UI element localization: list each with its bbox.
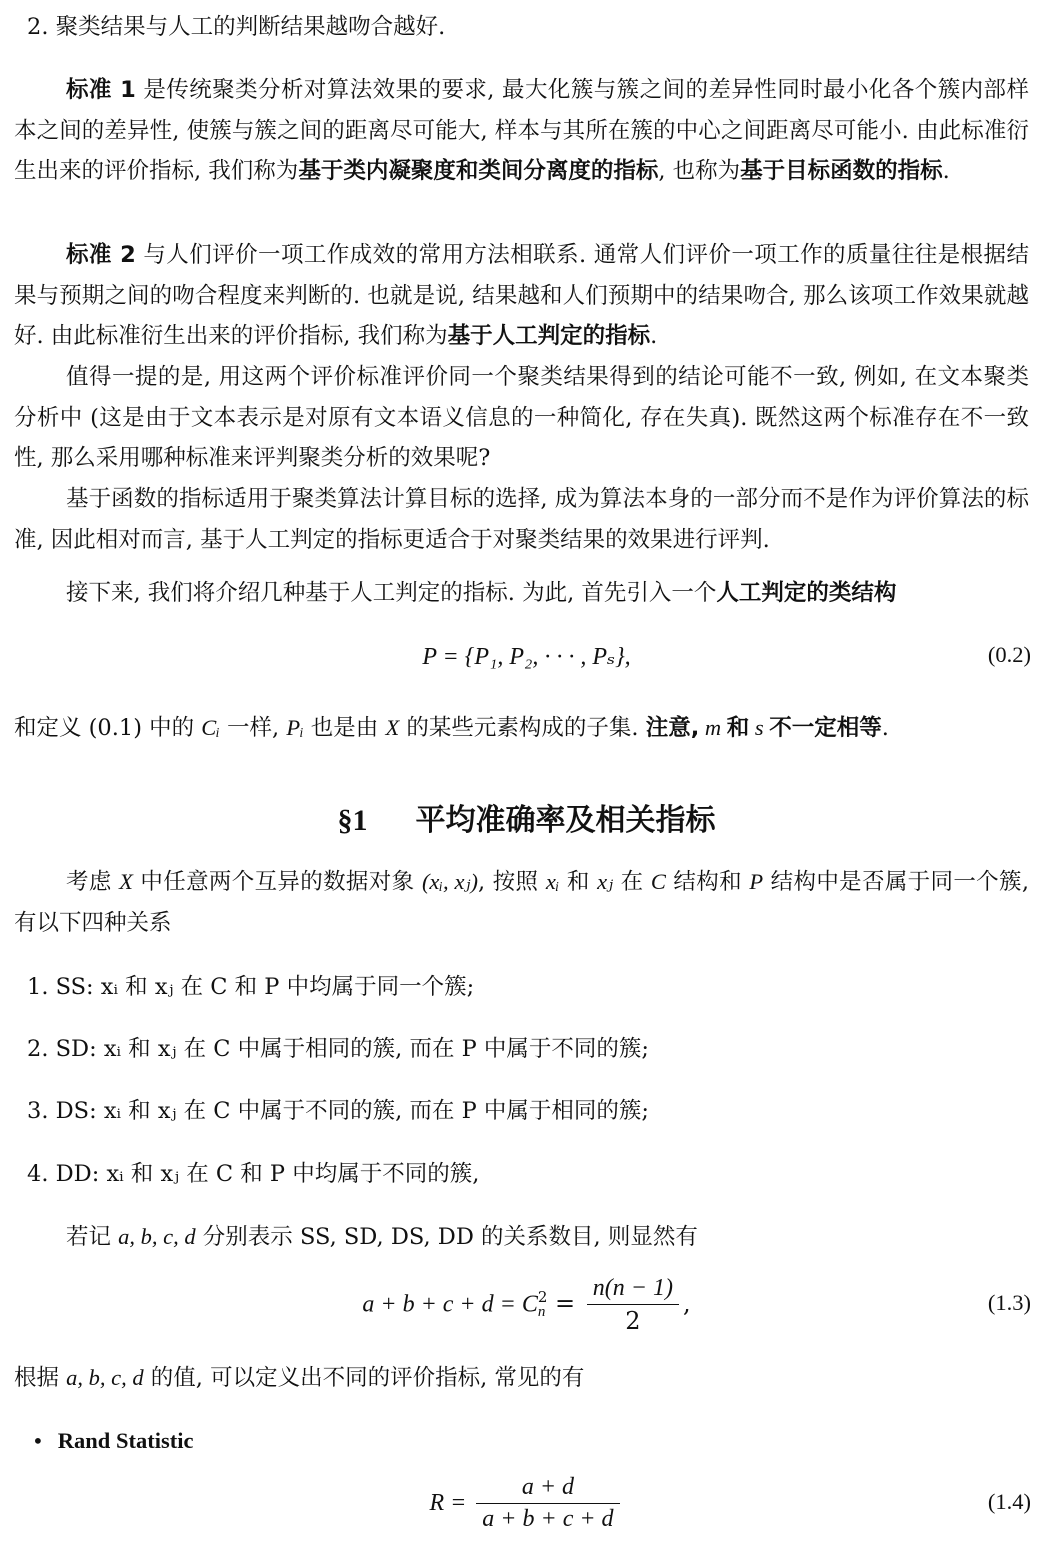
math-symbol: C xyxy=(650,869,666,894)
superscript: 2 xyxy=(537,1288,548,1306)
bold-term: 基于目标函数的指标 xyxy=(740,158,943,184)
bold-term: 注意, xyxy=(645,715,700,741)
list-item-prefix: 3. DS: xyxy=(27,1098,104,1124)
section-heading xyxy=(0,795,1053,839)
numerator: n(n − 1) xyxy=(587,1275,679,1305)
paragraph-count xyxy=(66,1217,698,1258)
fraction xyxy=(476,1474,619,1533)
paragraph-text: 若记 xyxy=(66,1224,119,1250)
equation-formula xyxy=(0,1474,1053,1533)
math-symbol: Pᵢ xyxy=(286,715,304,740)
paragraph-definition xyxy=(14,708,889,749)
paragraph-text: 分别表示 SS, SD, DS, DD 的关系数目, 则显然有 xyxy=(195,1224,698,1250)
math-symbol: (xᵢ, xⱼ) xyxy=(421,869,478,894)
paragraph-text: . xyxy=(650,323,658,349)
paragraph-text: 接下来, 我们将介绍几种基于人工判定的指标. 为此, 首先引入一个 xyxy=(66,580,717,606)
paragraph-text: 值得一提的是, 用这两个评价标准评价同一个聚类结果得到的结论可能不一致, 例如, 在文本聚类分析中 (这是由于文本表示是对原有文本语义信息的一种简化, 存在失真). 既然这两个标准存在不一致性, 那么采用哪种标准来评判聚类分析的效果呢? xyxy=(14,364,1029,471)
paragraph-consider xyxy=(14,862,1029,943)
equation-formula xyxy=(0,1275,1053,1335)
list-item-text: 2. 聚类结果与人工的判断结果越吻合越好. xyxy=(27,14,446,40)
paragraph-criterion-2 xyxy=(14,235,1029,357)
criterion-1-label: 标准 1 xyxy=(66,77,136,103)
bold-term: 基于类内凝聚度和类间分离度的指标 xyxy=(298,158,659,184)
list-item-prefix: 4. DD: xyxy=(27,1161,107,1187)
paragraph-note xyxy=(14,357,1029,479)
paragraph-next xyxy=(66,573,896,614)
equals-sign: = xyxy=(547,1289,583,1318)
paragraph-text: . xyxy=(942,158,950,184)
numerator: a + d xyxy=(476,1474,619,1504)
section-number: §1 xyxy=(337,804,368,837)
math-symbol: xⱼ xyxy=(597,869,614,894)
denominator: a + b + c + d xyxy=(482,1506,614,1532)
paragraph-text: , 按照 xyxy=(478,869,546,895)
binomial-indices xyxy=(538,1290,548,1320)
bullet-item-rand-statistic xyxy=(32,1421,193,1461)
paragraph-text: 根据 xyxy=(14,1365,67,1391)
paragraph-text: 与人们评价一项工作成效的常用方法相联系. 通常人们评价一项工作的质量往往是根据结果与预期之间的吻合程度来判断的. 也就是说, 结果越和人们预期中的结果吻合, 那么该项工作效果就越好. 由此标准衍生出来的评价指标, 我们称为 xyxy=(14,242,1029,349)
list-item xyxy=(27,1029,649,1069)
bullet-label: Rand Statistic xyxy=(57,1428,194,1453)
paragraph-text: 在 xyxy=(613,869,651,895)
paragraph-text: 中任意两个互异的数据对象 xyxy=(132,869,422,895)
paragraph-text: 考虑 xyxy=(66,869,120,895)
criterion-2-label: 标准 2 xyxy=(66,242,136,268)
paragraph-text: 的值, 可以定义出不同的评价指标, 常见的有 xyxy=(143,1365,585,1391)
math-symbol: xᵢ xyxy=(545,869,560,894)
equation-1-4 xyxy=(0,1474,1053,1540)
math-symbol: a, b, c, d xyxy=(118,1224,196,1249)
paragraph-text: 结构和 xyxy=(665,869,750,895)
math-symbol: X xyxy=(119,869,133,894)
paragraph-text: . xyxy=(881,715,889,741)
section-title: 平均准确率及相关指标 xyxy=(415,803,716,838)
math-symbol: X xyxy=(385,715,400,740)
math-symbol: P xyxy=(749,869,764,894)
equation-lhs: R = xyxy=(429,1490,473,1516)
math-symbol: Cᵢ xyxy=(201,715,220,740)
list-item xyxy=(27,967,474,1007)
bullet-icon: • xyxy=(32,1429,44,1453)
equation-number: (1.4) xyxy=(987,1489,1031,1514)
list-item-text: xᵢ 和 xⱼ 在 C 中属于不同的簇, 而在 P 中属于相同的簇; xyxy=(103,1098,649,1124)
list-item-text: xᵢ 和 xⱼ 在 C 中属于相同的簇, 而在 P 中属于不同的簇; xyxy=(103,1036,649,1062)
list-item-text: xᵢ 和 xⱼ 在 C 和 P 中均属于同一个簇; xyxy=(100,974,475,1000)
bold-term: 不一定相等 xyxy=(769,715,882,741)
bold-term: 和 xyxy=(726,715,750,741)
paragraph-text: 结构中是否属于同一个簇, 有以下四种关系 xyxy=(14,869,1030,936)
paragraph-text: 基于函数的指标适用于聚类算法计算目标的选择, 成为算法本身的一部分而不是作为评价算法的标准, 因此相对而言, 基于人工判定的指标更适合于对聚类结果的效果进行评判. xyxy=(14,486,1029,553)
paragraph-text: 的某些元素构成的子集. xyxy=(399,715,646,741)
paragraph-text: 也是由 xyxy=(303,715,386,741)
denominator: 2 xyxy=(625,1307,641,1335)
paragraph-text: , 也称为 xyxy=(658,158,741,184)
list-item-text: xᵢ 和 xⱼ 在 C 和 P 中均属于不同的簇, xyxy=(106,1161,480,1187)
fraction xyxy=(587,1275,679,1335)
equation-number: (0.2) xyxy=(987,642,1031,667)
bold-term: 基于人工判定的指标 xyxy=(447,323,651,349)
equation-number: (1.3) xyxy=(987,1290,1031,1315)
list-item xyxy=(27,1154,479,1194)
math-symbol: a, b, c, d xyxy=(66,1365,144,1390)
list-item xyxy=(27,1091,649,1131)
equation-1-3 xyxy=(0,1275,1053,1341)
paragraph-text: 和 xyxy=(559,869,598,895)
paragraph-values xyxy=(14,1358,584,1399)
list-item-prefix: 2. SD: xyxy=(27,1036,104,1062)
subscript: n xyxy=(537,1304,546,1320)
list-item-criterion-2 xyxy=(27,7,445,48)
list-item-prefix: 1. SS: xyxy=(27,974,101,1000)
paragraph-criterion-1 xyxy=(14,70,1029,192)
equation-lhs: a + b + c + d = C xyxy=(362,1291,538,1318)
math-symbol: m xyxy=(699,715,727,740)
equation-formula: P = {P₁, P₂, · · · , Pₛ}, xyxy=(422,644,631,670)
equation-0-2 xyxy=(0,642,1053,682)
equation-tail: , xyxy=(682,1289,691,1318)
paragraph-text: 是传统聚类分析对算法效果的要求, 最大化簇与簇之间的差异性同时最小化各个簇内部样本之间的差异性, 使簇与簇之间的距离尽可能大, 样本与其所在簇的中心之间距离尽可能小. 由此标准衍生出来的评价指标, 我们称为 xyxy=(14,77,1029,184)
paragraph-function-based xyxy=(14,479,1029,560)
bold-term: 人工判定的类结构 xyxy=(716,580,897,606)
math-symbol: s xyxy=(749,715,770,740)
paragraph-text: 一样, xyxy=(219,715,287,741)
paragraph-text: 和定义 (0.1) 中的 xyxy=(14,715,202,741)
